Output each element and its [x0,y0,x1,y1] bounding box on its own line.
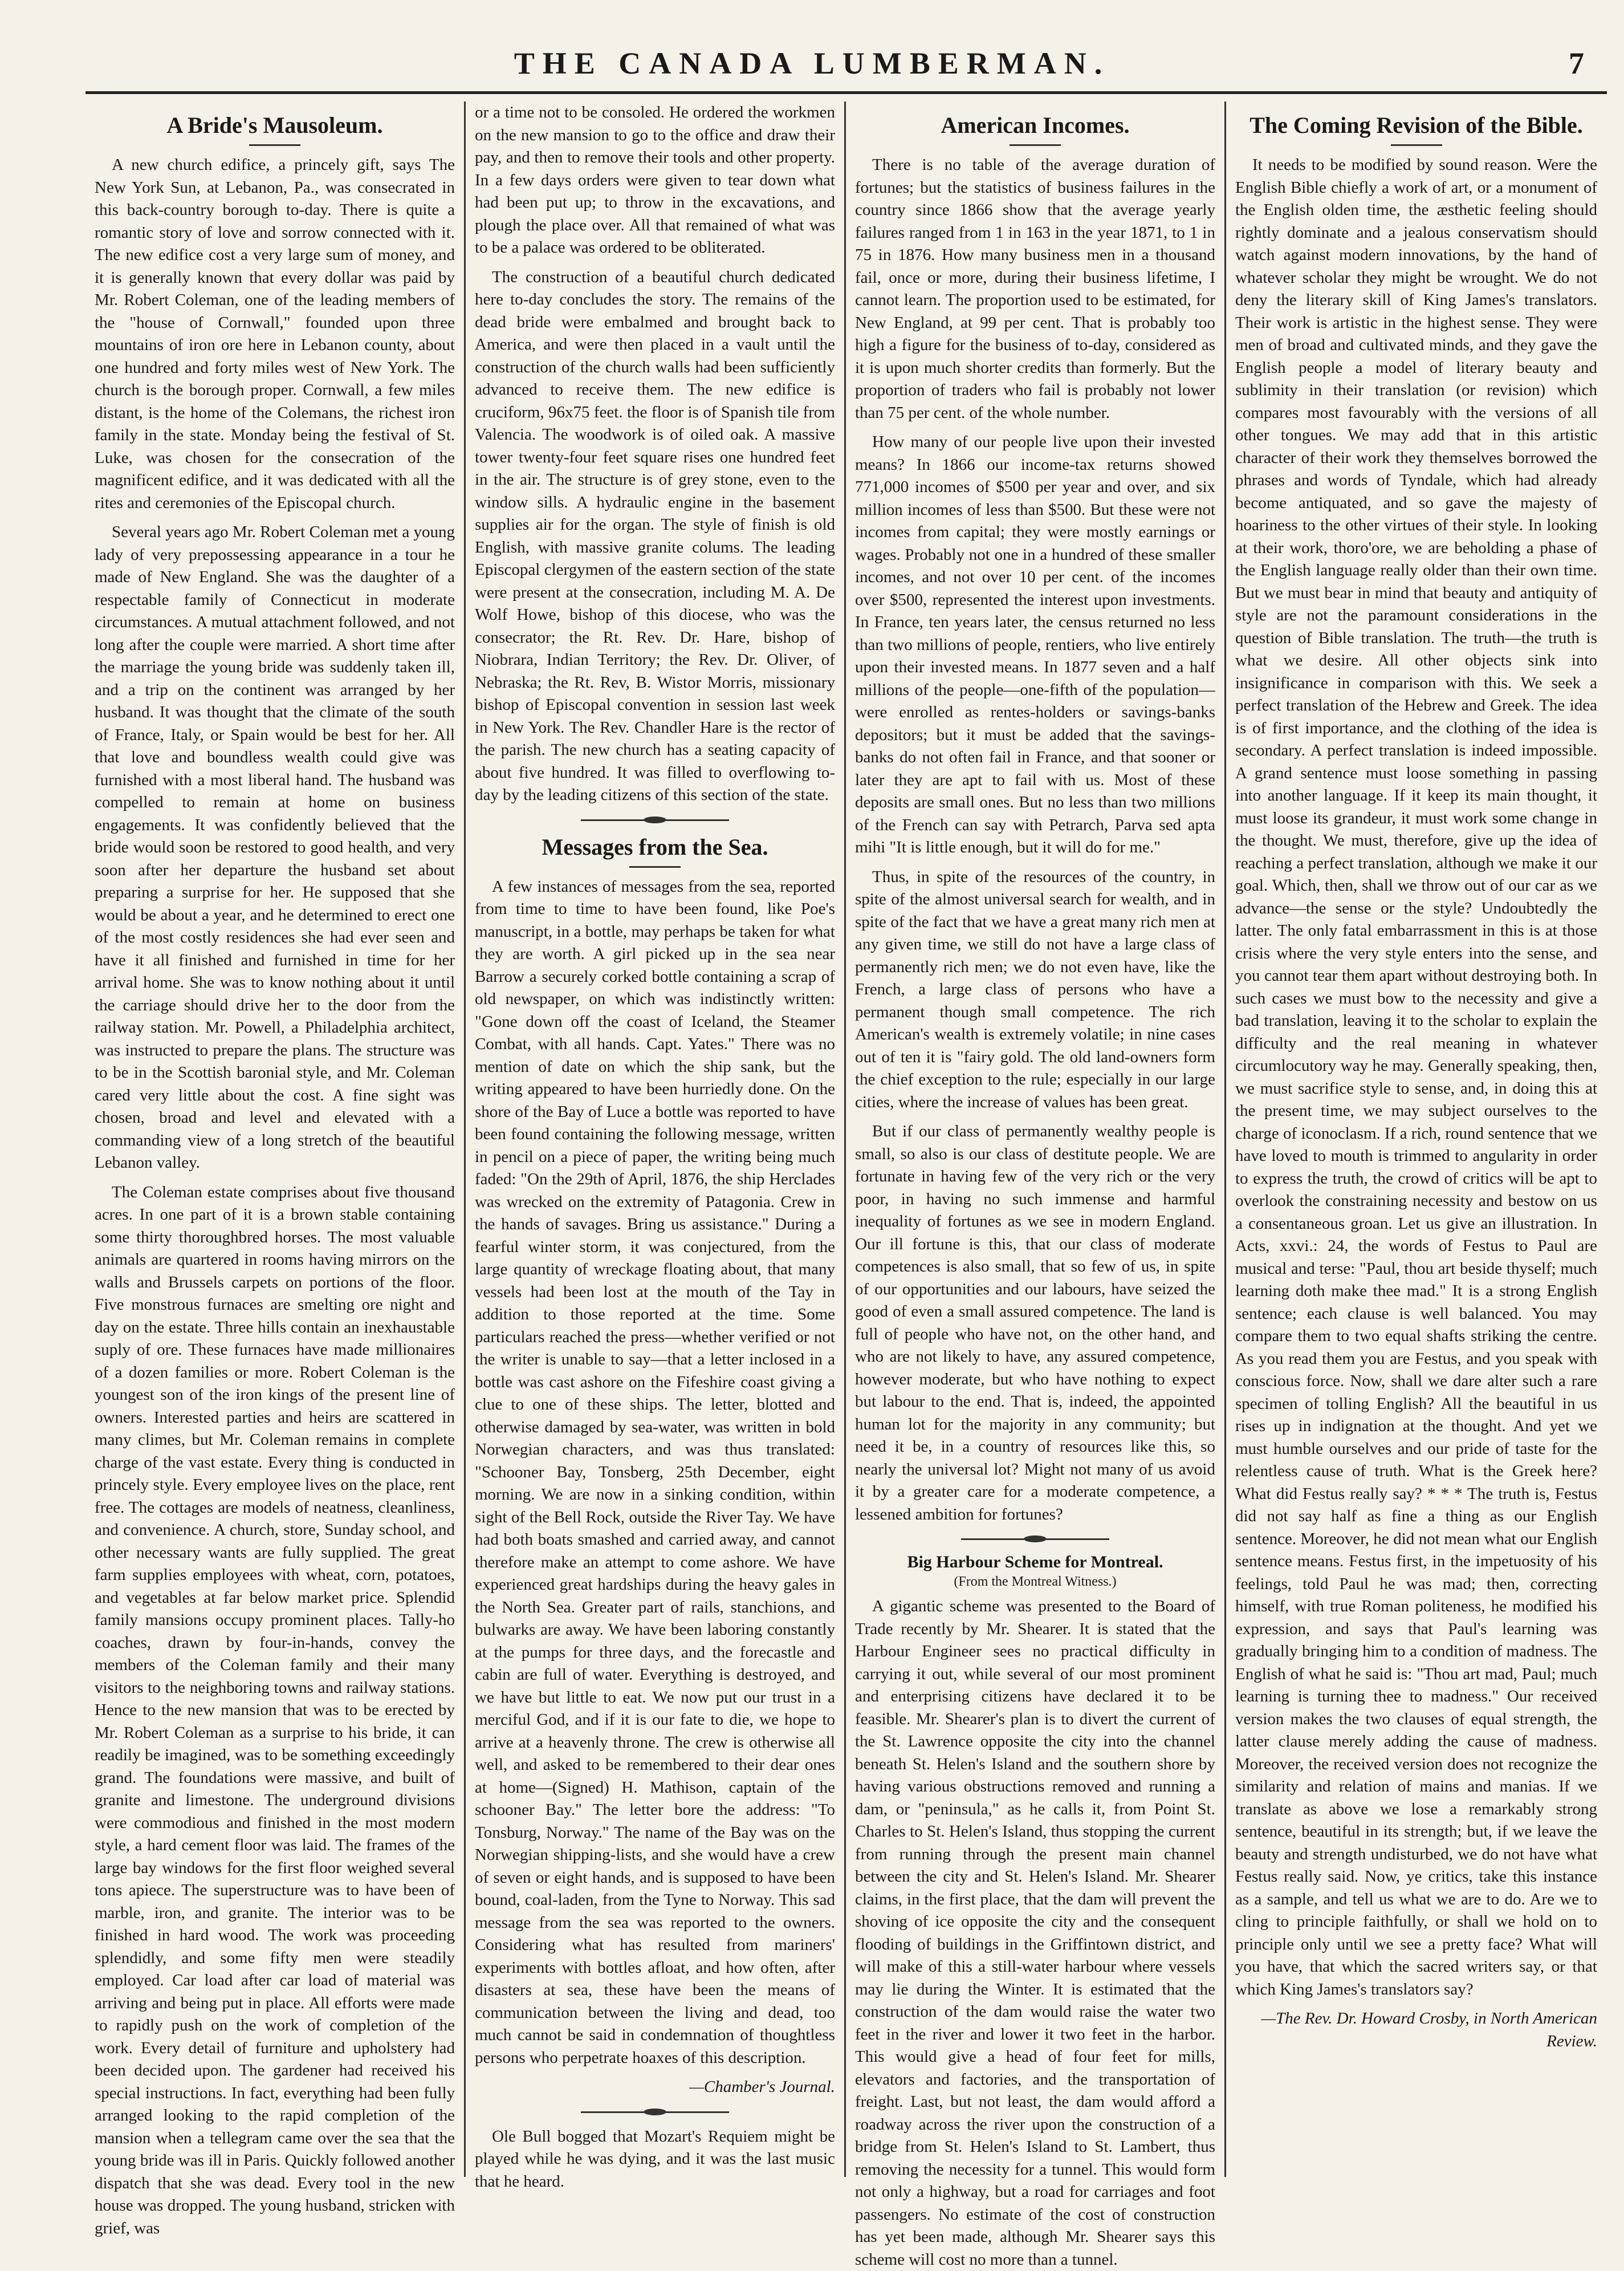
header-rule [86,91,1607,94]
paragraph: How many of our people live upon their invested means? In 1866 our income-tax returns showed 771,000 incomes of $500 per year and over, and six million incomes of less than $500. But these were not incomes from capital; they were mostly earnings or wages. Probably not one in a hundred of these smaller incomes, and not over 10 per cent. of the incomes over $500, represented the interest upon investments. In France, ten years later, the census returned no less than two millions of people, rentiers, who live entirely upon their invested means. In 1877 seven and a half millions of the people—one-fifth of the population—were enrolled as rentes-holders or savings-banks depositors; but it must be added that the savings-banks do not often fail in France, and that sooner or later they are apt to fail with us. Most of these deposits are small ones. But no less than two millions of the French can say with Petrarch, Parva sed apta mihi "It is little enough, but it will do for me." [855,433,1215,856]
paragraph: But if our class of permanently wealthy people is small, so also is our class of destitute people. We are fortunate in having few of the very rich or the very poor, in having no such immense and harmful inequality of fortunes as we see in modern England. Our ill fortune is this, that our class of moderate competences is also small, that so few of us, in spite of our opportunities and our labours, have seized the good of even a small assured competence. The land is full of people who have not, on the other hand, and who are not likely to have, any assured competence, however moderate, but who have nothing to expect but labour to the end. That is, indeed, the appointed human lot for the majority in any community; but need it be, in a country of resources like this, so nearly the universal lot? Might not many of us avoid it by a greater care for a moderate competence, a lessened ambition for fortunes? [855,1122,1215,1524]
paragraph: or a time not to be consoled. He ordered the workmen on the new mansion to go to the office and draw their pay, and then to remove their tools and other property. In a few days orders were given to tear down what had been put up; to throw in the excavations, and plough the place over. All that remained of what was to be a palace was ordered to be obliterated. [475,103,835,257]
article-title-messages-from-sea: Messages from the Sea. [542,834,768,860]
column-2 [466,101,846,2191]
column-3 [846,101,1226,2269]
newspaper-title: THE CANADA LUMBERMAN. [514,46,1110,80]
article-source: —Chamber's Journal. [689,2078,835,2096]
article-title-brides-mausoleum: A Bride's Mausoleum. [166,112,383,138]
masthead [34,40,1590,91]
paragraph: Ole Bull bogged that Mozart's Requiem might be played while he was dying, and it was the last music that he heard. [475,2127,835,2191]
paragraph: The Coleman estate comprises about five thousand acres. In one part of it is a brown stable containing some thirty thoroughbred horses. The most valuable animals are quartered in rooms having mirrors on the walls and Brussels carpets on portions of the floor. Five monstrous furnaces are smelting ore night and day on the estate. Three hills contain an inexhaustable suply of ore. These furnaces have made millionaires of a dozen families or more. Robert Coleman is the youngest son of the iron kings of the present line of owners. Interested parties and heirs are scattered in many climes, but Mr. Coleman remains in complete charge of the vast estate. Every thing is conducted in princely style. Every employee lives on the place, rent free. The cottages are models of neatness, cleanliness, and convenience. A church, store, Sunday school, and other necessary wants are fully supplied. The great farm supplies employees with wheat, corn, potatoes, and vegetables at far below market price. Splendid family mansions occupy prominent places. Tally-ho coaches, drawn by four-in-hands, convey the members of the Coleman family and their many visitors to the neighboring towns and railway stations. Hence to the new mansion that was to be erected by Mr. Robert Coleman as a surprise to his bride, it can readily be imagined, was to be something exceedingly grand. The foundations were massive, and built of granite and limestone. The underground divisions were commodious and finished in the most modern style, a hard cement floor was laid. The frames of the large bay windows for the first floor weighed several tons apiece. The superstructure was to have been of marble, iron, and granite. The interior was to be finished in hard wood. The work was proceeding splendidly, and some fifty men were steadily employed. Car load after car load of material was arriving and being put in place. All efforts were made to rapidly push on the work of completion of the work. Every detail of furniture and upholstery had been decided upon. The gardener had received his special instructions. In fact, everything had been fully arranged looking to the rapid completion of the mansion when a tellegram came over the sea that the young bride was ill in Paris. Quickly followed another dispatch that she was dead. Every tool in the new house was dropped. The young husband, stricken with grief, was [95,1183,455,2237]
article-signature: —The Rev. Dr. Howard Crosby, in North American Review. [1261,2009,1597,2050]
article-title-american-incomes: American Incomes. [941,112,1130,138]
paragraph: There is no table of the average duration of fortunes; but the statistics of business failures in the country since 1866 show that the average yearly failures ranged from 1 in 163 in the year 1871, to 1 in 75 in 1876. How many business men in a thousand fail, once or more, during their business lifetime, I cannot learn. The proportion used to be estimated, for New England, at 99 per cent. That is probably too high a figure for the business of to-day, considered as it is upon much shorter credits than formerly. But the proportion of traders who fail is probably not lower than 75 per cent. of the whole number. [855,156,1215,422]
article-title-coming-revision: The Coming Revision of the Bible. [1249,112,1583,138]
page-number: 7 [1569,46,1584,80]
paragraph: It needs to be modified by sound reason. Were the English Bible chiefly a work of art, or a monument of the English olden time, the æsthetic feeling should rightly dominate and a jealous conservatism should watch against modern innovations, by the hand of whatever scholar they might be wrought. We do not deny the literary skill of King James's translators. Their work is artistic in the highest sense. They were men of broad and cultivated minds, and they gave the English people a model of literary beauty and sublimity in their translation (or revision) which compares most favourably with the versions of all other tongues. We may add that in this artistic character of their work they themselves borrowed the phrases and words of Tyndale, which had already become antiquated, and so gave the majesty of hoariness to the other virtues of their style. In looking at their work, thoro'ore, we are beholding a phase of the English language really older than their own time. But we must bear in mind that beauty and antiquity of style are not the paramount considerations in the question of Bible translation. The truth—the truth is what we desire. All other objects sink into insignificance in comparison with this. We seek a perfect translation of the Hebrew and Greek. The idea is of first importance, and the clothing of the idea is secondary. A perfect translation is indeed impossible. A grand sentence must loose something in passing into another language. If it keep its main thought, it must loose its grandeur, it must work some change in the thought. We must, therefore, give up the idea of reaching a perfect translation, although we make it our goal. Which, then, shall we throw out of our car as we advance—the sense or the style? Undoubtedly the latter. The only fatal embarrassment in this is at those crisis where the very style enters into the sense, and you cannot tear them apart without destroying both. In such cases we must bow to the necessity and give a bad translation, leaving it to the scholar to explain the difficulty and the real meaning in whatever circumlocutory way he may. Generally speaking, then, we must sacrifice style to sense, and, in doing this at the present time, we may subject ourselves to the charge of iconoclasm. If a rich, round sentence that we have loved to mouth is trimmed to angularity in order to express the truth, the crowd of critics will be apt to overlook the constraining necessity and bestow on us a consentaneous groan. Let us give an illustration. In Acts, xxvi.: 24, the words of Festus to Paul are musical and terse: "Paul, thou art beside thyself; much learning doth make thee mad." It is a strong English sentence; each clause is well balanced. You may compare them to two equal shafts striking the centre. As you read them you are Festus, and you speak with conscious force. Now, shall we dare alter such a rare specimen of tolling English? All the beautiful in us rises up in indignation at the thought. And yet we must humble ourselves and our pride of taste for the relentless cause of truth. What is the Greek here? What did Festus really say? * * * The truth is, Festus did not say half as fine a thing as our English sentence. Moreover, he did not mean what our English sentence means. Festus first, in the impetuosity of his feelings, told Paul he was mad; then, correcting himself, with true Roman politeness, he modified his expression, and says that Paul's learning was gradually bringing him to a condition of madness. The English of what he said is: "Thou art mad, Paul; much learning is turning thee to madness." Our received version makes the two clauses of equal strength, the latter clause merely adding the cause of madness. Moreover, the received version does not recognize the similarity and relation of mains and manias. If we translate as above we lose a remarkably strong sentence, beautiful in its strength; but, if we leave the beauty and strength undisturbed, we do not have what Festus really said. Now, ye critics, take this instance as a sample, and tell us what we are to do. Are we to cling to principle faithfully, or shall we hold on to principle only until we see a pretty face? What will you have, that which the sacred writers say, or that which King James's translators say? [1235,156,1597,1998]
article-credit: (From the Montreal Witness.) [954,1574,1117,1589]
paragraph: Several years ago Mr. Robert Coleman met a young lady of very prepossessing appearance in a tour he made of New England. She was the daughter of a respectable family of Connecticut in moderate circumstances. A mutual attachment followed, and not long after the couple were married. A short time after the marriage the young bride was suddenly taken ill, and a trip on the continent was arranged by her husband. It was thought that the climate of the south of France, Italy, or Spain would be best for her. All that love and boundless wealth could give was furnished with a most liberal hand. The husband was compelled to remain at home on business engagements. It was confidently believed that the bride would soon be restored to good health, and very soon after her departure the husband set about preparing a surprise for her. He supposed that she would be about a year, and he determined to erect one of the most costly residences she had ever seen and have it all finished and furnished in time for her arrival home. She was to know nothing about it until the carriage should drive her to the door from the railway station. Mr. Powell, a Philadelphia architect, was instructed to prepare the plans. The structure was to be in the Scottish baronial style, and Mr. Coleman cared very little about the cost. A fine sight was chosen, broad and level and elevated with a commanding view of a long stretch of the beautiful Lebanon valley. [95,523,455,1172]
paragraph: A few instances of messages from the sea, reported from time to time to have been found, like Poe's manuscript, in a bottle, may perhaps be taken for what they are worth. A girl picked up in the sea near Barrow a securely corked bottle containing a scrap of old newspaper, on which was indistinctly written: "Gone down off the coast of Iceland, the Steamer Combat, with all hands. Capt. Yates." There was no mention of date on which the ship sank, but the writing appeared to have been hurriedly done. On the shore of the Bay of Luce a bottle was reported to have been found containing the following message, written in pencil on a piece of paper, the writing being much faded: "On the 29th of April, 1876, the ship Herclades was wrecked on the extremity of Patagonia. Crew in the hands of savages. Bring us assistance." During a fearful winter storm, it was conjectured, from the large quantity of wreckage floating about, that many vessels had been lost at the mouth of the Tay in addition to those reported at the time. Some particulars reached the press—whether verified or not the writer is unable to say—that a letter inclosed in a bottle was cast ashore on the Fifeshire coast giving a clue to one of these ships. The letter, blotted and otherwise damaged by sea-water, was written in bold Norwegian characters, and was thus translated: "Schooner Bay, Tonsberg, 25th December, eight morning. We are now in a sinking condition, within sight of the Bell Rock, outside the River Tay. We have had both boats smashed and carried away, and cannot therefore make an attempt to come ashore. We have experienced great hardships during the heavy gales in the North Sea. Greater part of rails, stanchions, and bulwarks are away. We have been laboring constantly at the pumps for three days, and the forecastle and cabin are full of water. Everything is destroyed, and we have but little to eat. We now put our trust in a merciful God, and if it is our fate to die, we hope to arrive at a heavenly throne. The crew is otherwise all well, and asked to be remembered to their dear ones at home—(Signed) H. Mathison, captain of the schooner Bay." The letter bore the address: "To Tonsburg, Norway." The name of the Bay was on the Norwegian shipping-lists, and she would have a crew of seven or eight hands, and is supposed to have been bound, coal-laden, from the Tyne to Norway. This sad message from the sea was reported to the owners. Considering what has resulted from mariners' experiments with bottles afloat, and how often, after disasters at sea, these have been the means of communication between the living and dead, too much cannot be said in condemnation of thoughtless persons who perpetrate hoaxes of this description. [475,877,835,2067]
paragraph: Thus, in spite of the resources of the country, in spite of the almost universal search for wealth, and in spite of the fact that we have a great many rich men at any given time, we still do not have a large class of permanently rich men; we do not even have, like the French, a large class of persons who have a permanent though small competence. The rich American's wealth is extremely volatile; in nine cases out of ten it is "fairy gold. The old land-owners form the chief exception to the rule; especially in our large cities, where the increase of values has been great. [855,867,1215,1111]
column-1 [86,101,466,2237]
title-rule [1391,144,1442,146]
article-divider [961,1538,1109,1540]
title-rule [629,866,681,868]
title-rule [1010,144,1061,146]
column-4 [1226,101,1606,2177]
paragraph: A gigantic scheme was presented to the Board of Trade recently by Mr. Shearer. It is stated that the Harbour Engineer sees no practical difficulty in carrying it out, while several of our most prominent and enterprising citizens have declared it to be feasible. Mr. Shearer's plan is to divert the current of the St. Lawrence opposite the city into the channel beneath St. Helen's Island and the southern shore by having various obstructions removed and running a dam, or "peninsula," as he calls it, from Point St. Charles to St. Helen's Island, thus stopping the current from running through the present main channel between the city and St. Helen's Island. Mr. Shearer claims, in the first place, that the dam will prevent the shoving of ice opposite the city and the consequent flooding of buildings in the Griffintown district, and will make of this a still-water harbour where vessels may lie during the Winter. It is estimated that the construction of the dam would raise the water two feet in the river and lower it two feet in the harbor. This would give a head of four feet for mills, elevators and factories, and the transportation of freight. Last, but not least, the dam would afford a roadway across the river upon the construction of a bridge from St. Helen's Island to St. Lambert, thus removing the necessity for a tunnel. This would form not only a highway, but a road for carriages and foot passengers. No estimate of the cost of construction has yet been made, although Mr. Shearer says this scheme will cost no more than a tunnel. [855,1597,1215,2269]
paragraph: The construction of a beautiful church dedicated here to-day concludes the story. The remains of the dead bride were embalmed and brought back to America, and were then placed in a vault until the construction of the church walls had been sufficiently advanced to receive them. The new edifice is cruciform, 96x75 feet. the floor is of Spanish tile from Valencia. The woodwork is of oiled oak. A massive tower twenty-four feet square rises one hundred feet in the air. The structure is of grey stone, even to the window sills. A hydraulic engine in the basement supplies air for the organ. The style of finish is old English, with massive granite colums. The leading Episcopal clergymen of the eastern section of the state were present at the consecration, including M. A. De Wolf Howe, bishop of this diocese, who was the consecrator; the Rt. Rev. Dr. Hare, bishop of Niobrara, Indian Territory; the Rev. Dr. Oliver, of Nebraska; the Rt. Rev, B. Wistor Morris, missionary bishop of Episcopal convention in session last week in New York. The Rev. Chandler Hare is the rector of the parish. The new church has a seating capacity of about five hundred. It was filled to overflowing to-day by the leading citizens of this section of the state. [475,267,835,804]
paragraph: A new church edifice, a princely gift, says The New York Sun, at Lebanon, Pa., was consecrated in this back-country borough to-day. There is quite a romantic story of love and sorrow connected with it. The new edifice cost a very large sum of money, and it is generally known that every dollar was paid by Mr. Robert Coleman, one of the leading members of the "house of Cornwall," founded upon three mountains of iron ore here in Lebanon county, about one hundred and forty miles west of New York. The church is the borough proper. Cornwall, a few miles distant, is the home of the Colemans, the richest iron family in the state. Monday being the festival of St. Luke, was chosen for the consecration of the magnificent edifice, and it was dedicated with all the rites and ceremonies of the Episcopal church. [95,156,455,512]
article-divider [581,2111,729,2113]
page-columns [86,101,1607,2269]
article-divider [581,819,729,821]
title-rule [249,144,300,146]
article-title-big-harbour: Big Harbour Scheme for Montreal. [907,1553,1163,1571]
